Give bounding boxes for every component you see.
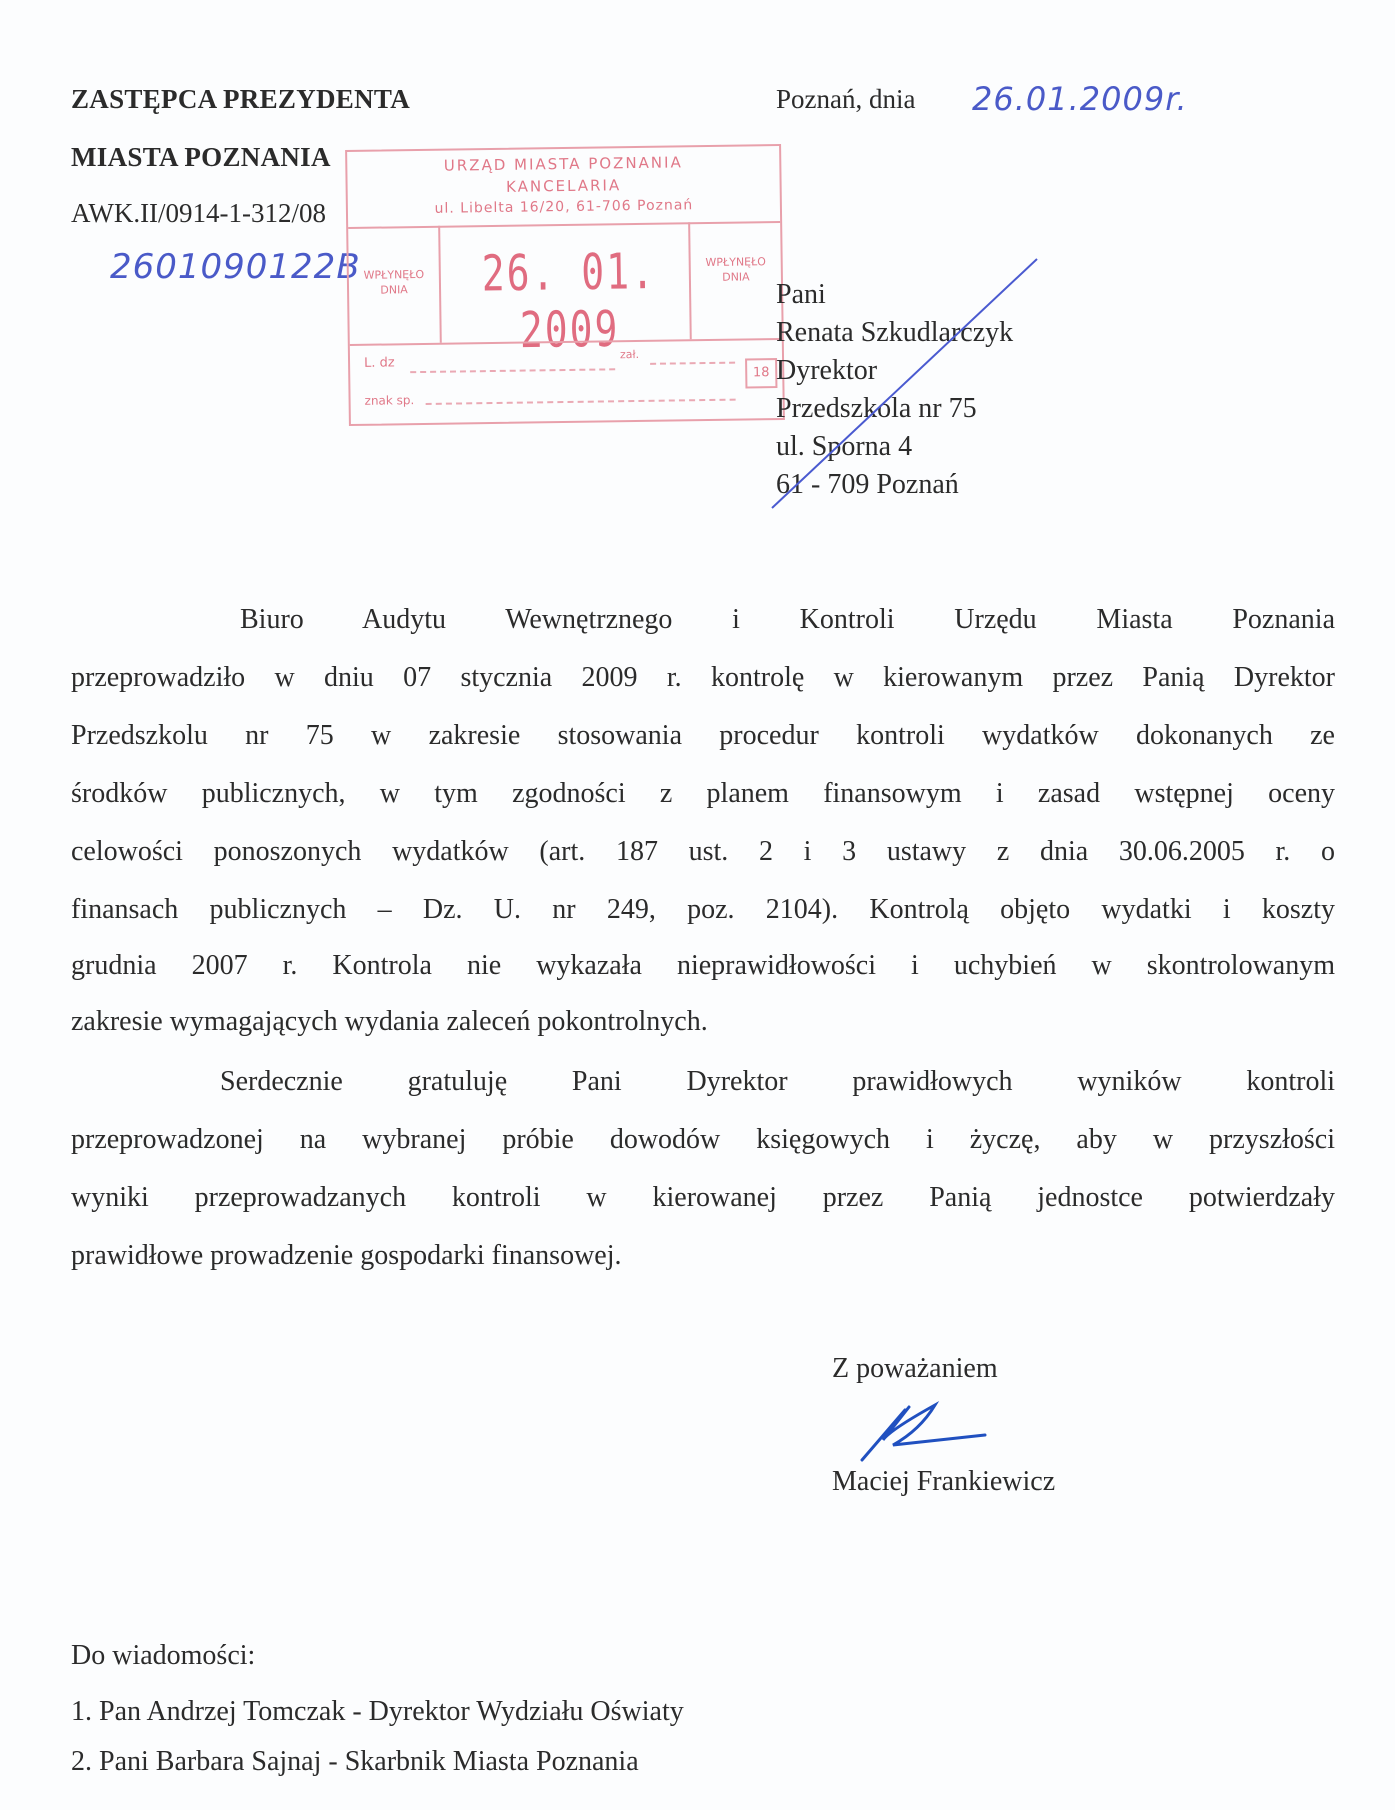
- sender-title-line2: MIASTA POZNANIA: [71, 142, 331, 172]
- signature: [862, 1405, 985, 1460]
- stamp-ref-label: znak sp.: [364, 393, 415, 408]
- recipient-institution: Przedszkola nr 75: [776, 393, 977, 424]
- closing-salutation: Z poważaniem: [832, 1353, 998, 1384]
- body-paragraph2-line: wyniki przeprowadzanych kontroli w kierowanej przez Panią jednostce potwierdzały: [71, 1182, 1335, 1213]
- body-paragraph1-line: finansach publicznych – Dz. U. nr 249, poz. 2104). Kontrolą objęto wydatki i koszty: [71, 894, 1335, 925]
- place-date-label: Poznań, dnia: [776, 84, 916, 114]
- handwritten-registration-number: 2601090122B: [110, 247, 361, 287]
- handwritten-date: 26.01.2009r.: [972, 80, 1188, 118]
- recipient-title: Dyrektor: [776, 355, 878, 386]
- diagonal-pen-line: [772, 259, 1037, 508]
- reference-number: AWK.II/0914-1-312/08: [71, 198, 327, 228]
- stamp-received-label: WPŁYNĘŁO: [705, 255, 767, 270]
- signatory-name: Maciej Frankiewicz: [832, 1466, 1056, 1497]
- body-paragraph1-line: celowości ponoszonych wydatków (art. 187 ust. 2 i 3 ustawy z dnia 30.06.2005 r. o: [71, 836, 1335, 867]
- stamp-ldz-label: L. dz: [363, 355, 395, 371]
- signature-stroke: [883, 1405, 985, 1445]
- signature-stroke: [862, 1410, 905, 1460]
- stamp-department: KANCELARIA: [505, 176, 622, 196]
- body-paragraph2-line: Serdecznie gratuluję Pani Dyrektor prawidłowych wyników kontroli: [220, 1066, 1335, 1097]
- body-paragraph2-line: prawidłowe prowadzenie gospodarki finansowej.: [71, 1240, 622, 1271]
- recipient-city: 61 - 709 Poznań: [776, 469, 959, 500]
- body-paragraph1-line: przeprowadziło w dniu 07 stycznia 2009 r. kontrolę w kierowanym przez Panią Dyrektor: [71, 662, 1335, 693]
- stamp-day-label: DNIA: [722, 270, 750, 284]
- stamp-number-box: 18: [745, 358, 777, 388]
- recipient-honorific: Pani: [776, 279, 826, 310]
- body-paragraph1-line: Przedszkolu nr 75 w zakresie stosowania procedur kontroli wydatków dokonanych ze: [71, 720, 1335, 751]
- stamp-address: ul. Libelta 16/20, 61-706 Poznań: [434, 197, 694, 217]
- stamp-received-label: WPŁYNĘŁO: [363, 267, 425, 282]
- cc-item: 2. Pani Barbara Sajnaj - Skarbnik Miasta Poznania: [71, 1746, 639, 1777]
- cc-item: 1. Pan Andrzej Tomczak - Dyrektor Wydziału Oświaty: [71, 1696, 684, 1727]
- stamp-office-name: URZĄD MIASTA POZNANIA: [443, 153, 683, 175]
- body-paragraph2-line: przeprowadzonej na wybranej próbie dowodów księgowych i życzę, aby w przyszłości: [71, 1124, 1335, 1155]
- recipient-name: Renata Szkudlarczyk: [776, 317, 1014, 348]
- sender-title-line1: ZASTĘPCA PREZYDENTA: [71, 84, 411, 114]
- body-paragraph1-line: grudnia 2007 r. Kontrola nie wykazała nieprawidłowości i uchybień w skontrolowanym: [71, 950, 1335, 981]
- body-paragraph1-line: Biuro Audytu Wewnętrznego i Kontroli Urzędu Miasta Poznania: [240, 604, 1335, 635]
- body-paragraph1-line: zakresie wymagających wydania zaleceń pokontrolnych.: [71, 1006, 708, 1037]
- stamp-attachments-label: zał.: [619, 347, 640, 362]
- recipient-street: ul. Sporna 4: [776, 431, 913, 462]
- body-paragraph1-line: środków publicznych, w tym zgodności z planem finansowym i zasad wstępnej oceny: [71, 778, 1335, 809]
- stamp-day-label: DNIA: [380, 283, 408, 297]
- cc-label: Do wiadomości:: [71, 1640, 256, 1671]
- stamp-date: 26. 01. 2009: [481, 242, 657, 359]
